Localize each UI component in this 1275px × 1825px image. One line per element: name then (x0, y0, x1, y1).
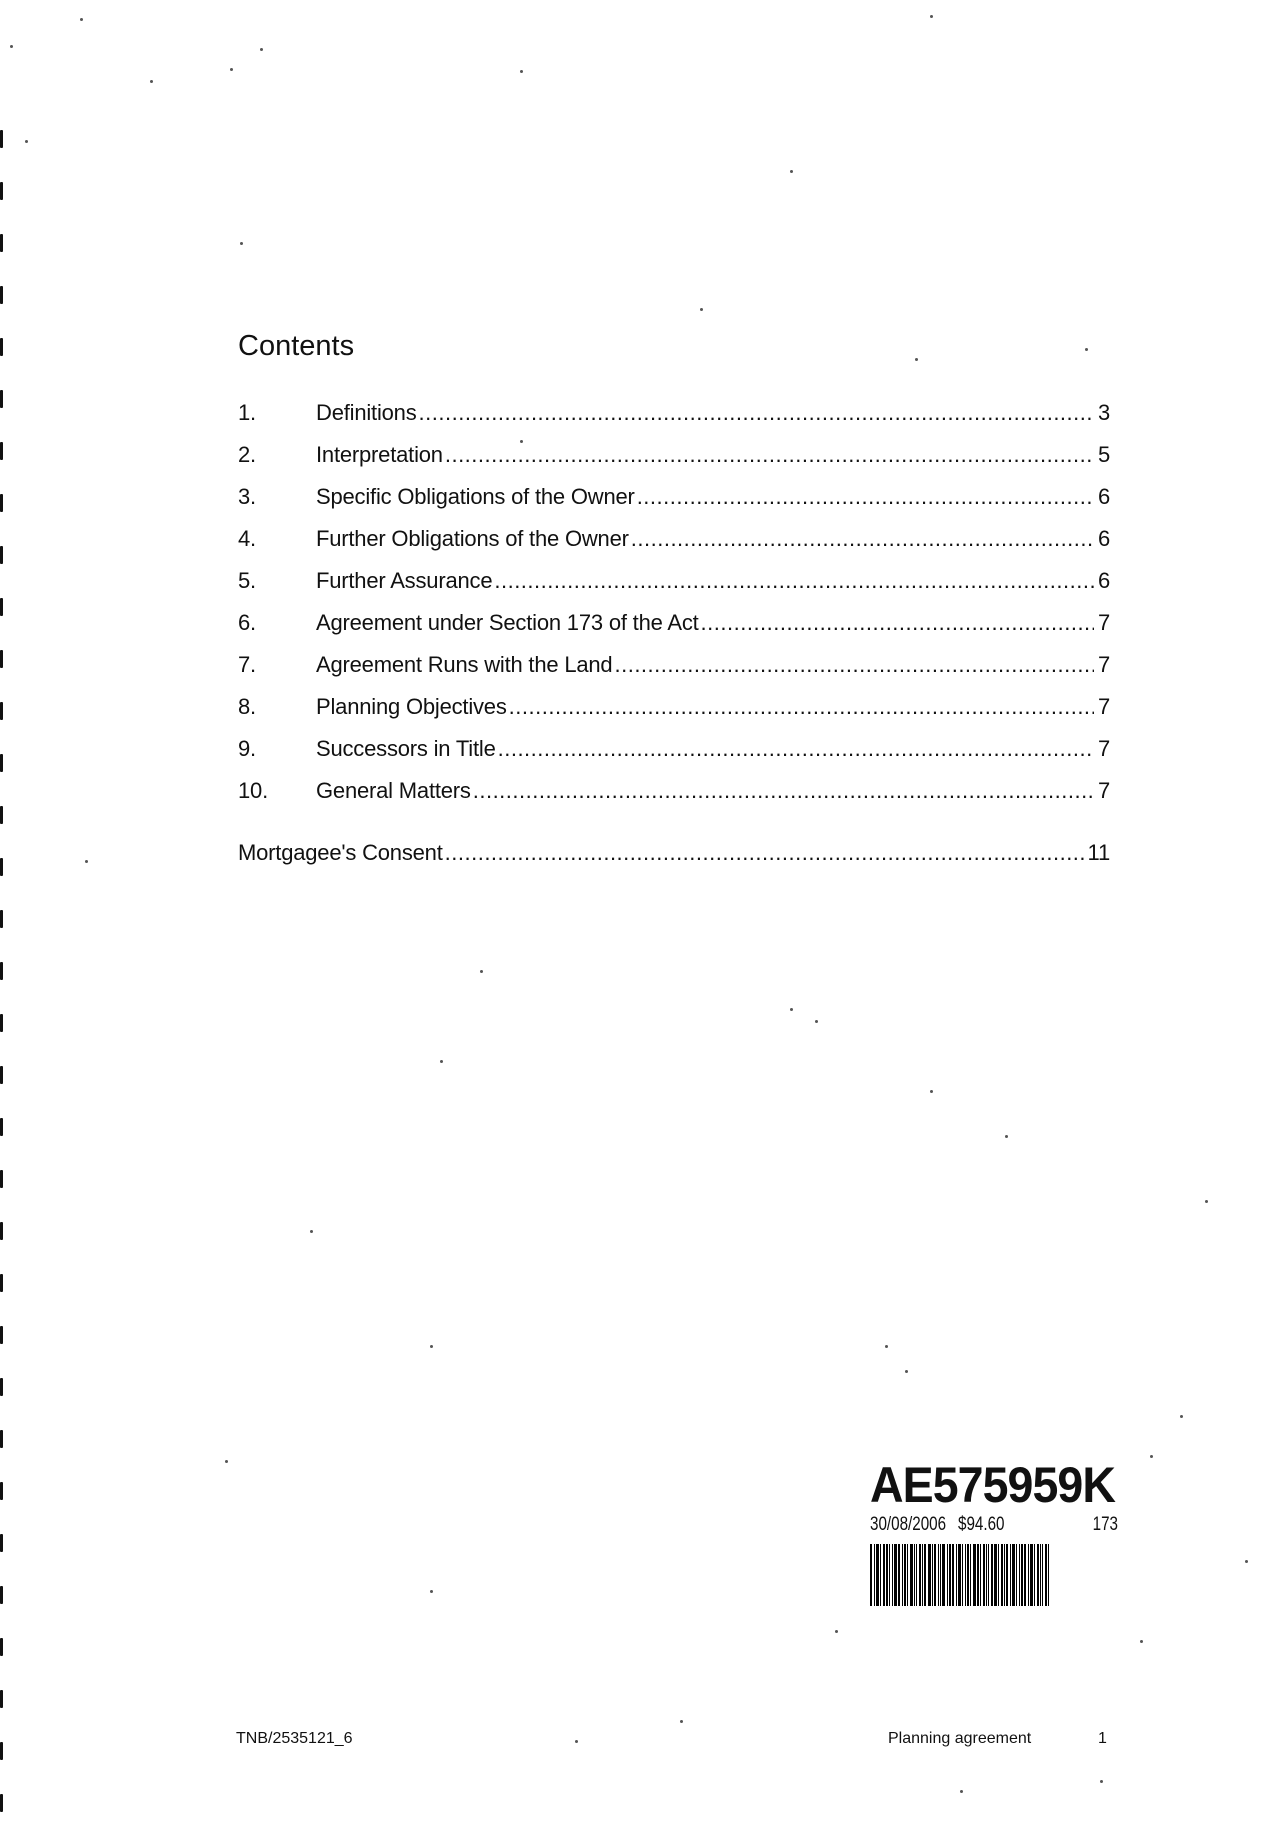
toc-number: 7. (238, 652, 256, 677)
toc-label: Definitions (316, 400, 417, 425)
toc-page-number: 6 (1097, 568, 1110, 593)
contents-heading: Contents (238, 330, 355, 362)
toc-number: 4. (238, 526, 256, 551)
toc-number: 8. (238, 694, 256, 719)
toc-entry[interactable] (238, 442, 1110, 484)
registration-stamp (870, 1457, 1130, 1606)
toc-number: 3. (238, 484, 256, 509)
toc-number: 1. (238, 400, 256, 425)
barcode-image (870, 1544, 1110, 1606)
toc-entry[interactable] (238, 652, 1110, 694)
dot-leader (498, 736, 1094, 762)
footer-page-number: 1 (1098, 1730, 1107, 1747)
toc-entry[interactable] (238, 778, 1110, 820)
toc-number: 2. (238, 442, 256, 467)
toc-label: Planning Objectives (316, 694, 507, 719)
dot-leader (494, 568, 1094, 594)
footer-reference: TNB/2535121_6 (236, 1730, 353, 1747)
dot-leader (445, 442, 1094, 468)
stamp-number: 173 (1092, 1514, 1118, 1535)
toc-entry[interactable] (238, 694, 1110, 736)
toc-label: Specific Obligations of the Owner (316, 484, 635, 509)
toc-label: Mortgagee's Consent (238, 840, 443, 865)
dot-leader (445, 840, 1086, 866)
toc-page-number: 3 (1097, 400, 1110, 425)
toc-label: Further Obligations of the Owner (316, 526, 629, 551)
toc-entry[interactable] (238, 526, 1110, 568)
toc-entry[interactable] (238, 610, 1110, 652)
toc-number: 9. (238, 736, 256, 761)
dot-leader (631, 526, 1094, 552)
toc-entry[interactable] (238, 484, 1110, 526)
binding-marks (0, 130, 6, 1810)
toc-label: Interpretation (316, 442, 443, 467)
toc-page-number: 7 (1097, 736, 1110, 761)
toc-entry[interactable] (238, 736, 1110, 778)
toc-label: Agreement Runs with the Land (316, 652, 613, 677)
dot-leader (509, 694, 1094, 720)
toc-entry[interactable] (238, 400, 1110, 442)
stamp-date: 30/08/2006 (870, 1514, 947, 1535)
toc-page-number: 6 (1097, 526, 1110, 551)
dot-leader (637, 484, 1094, 510)
footer-title: Planning agreement (888, 1730, 1032, 1747)
dot-leader (701, 610, 1094, 636)
stamp-fee: $94.60 (958, 1514, 1005, 1535)
toc-number: 10. (238, 778, 268, 803)
toc-page-number: 6 (1097, 484, 1110, 509)
stamp-meta (870, 1514, 1126, 1536)
toc-entry[interactable] (238, 568, 1110, 610)
toc-page-number: 7 (1097, 652, 1110, 677)
toc-page-number: 7 (1097, 694, 1110, 719)
dot-leader (614, 652, 1094, 678)
toc-number: 6. (238, 610, 256, 635)
toc-page-number: 7 (1097, 778, 1110, 803)
dot-leader (419, 400, 1094, 426)
toc-entry-mortgagee-consent[interactable] (238, 840, 1110, 882)
toc-label: Successors in Title (316, 736, 496, 761)
toc-page-number: 5 (1097, 442, 1110, 467)
toc-label: Further Assurance (316, 568, 493, 593)
dot-leader (473, 778, 1094, 804)
toc-label: General Matters (316, 778, 471, 803)
table-of-contents (238, 400, 1110, 882)
toc-page-number: 7 (1097, 610, 1110, 635)
toc-number: 5. (238, 568, 256, 593)
toc-label: Agreement under Section 173 of the Act (316, 610, 699, 635)
stamp-code: AE575959K (870, 1457, 1115, 1513)
toc-page-number: 11 (1087, 840, 1110, 865)
